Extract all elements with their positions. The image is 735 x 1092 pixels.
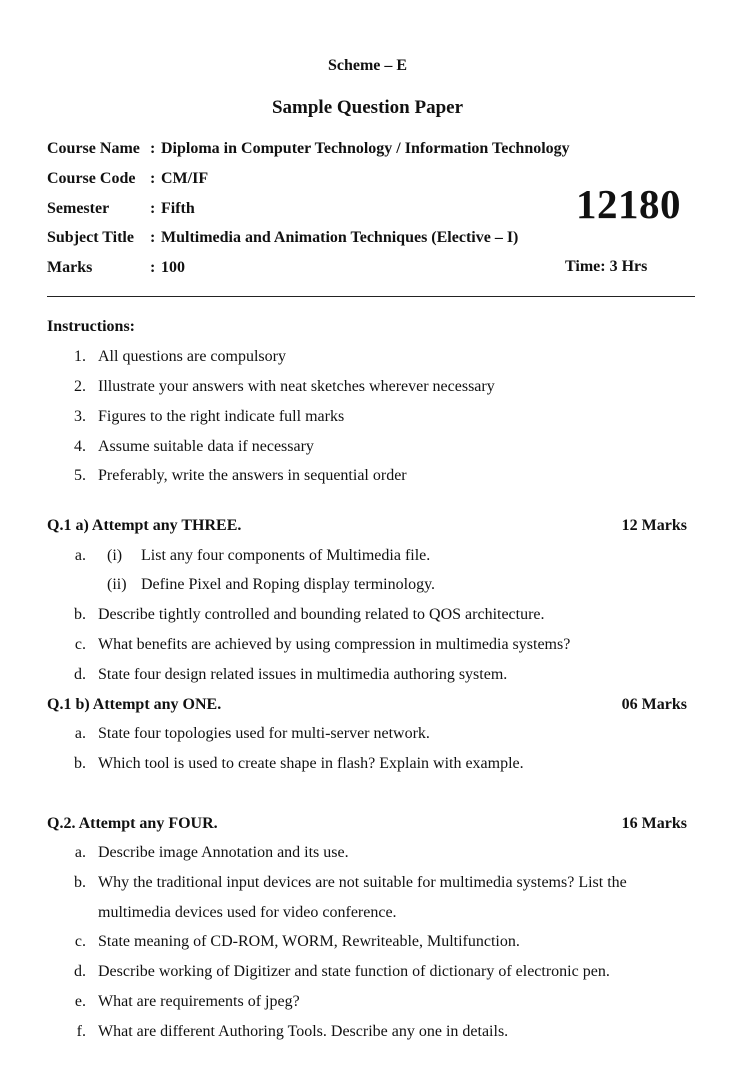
question-label: e.: [74, 993, 86, 1010]
q2-heading: Q.2. Attempt any FOUR.: [47, 815, 218, 832]
semester-colon: :: [150, 200, 156, 217]
instruction-number: 4.: [74, 438, 86, 455]
marks-label: Marks: [47, 259, 93, 276]
paper-code: 12180: [576, 181, 681, 227]
subject-title-colon: :: [150, 229, 156, 246]
course-code-value: CM/IF: [161, 170, 209, 187]
instructions-heading: Instructions:: [47, 318, 136, 335]
question-text: Describe tightly controlled and bounding related to QOS architecture.: [98, 606, 545, 623]
question-label: a.: [74, 844, 86, 861]
time-label: Time: 3 Hrs: [565, 258, 648, 275]
question-label: b.: [74, 755, 86, 772]
instruction-number: 3.: [74, 408, 86, 425]
instruction-text: Illustrate your answers with neat sketches wherever necessary: [98, 378, 495, 395]
course-name-label: Course Name: [47, 140, 140, 157]
page-title: Sample Question Paper: [271, 97, 464, 118]
instruction-number: 2.: [74, 378, 86, 395]
question-label: f.: [76, 1023, 86, 1040]
question-label: c.: [74, 933, 86, 950]
question-text: List any four components of Multimedia file.: [141, 547, 431, 564]
question-label: a.: [74, 547, 86, 564]
question-text: What are different Authoring Tools. Describe any one in details.: [98, 1023, 509, 1040]
instruction-text: Figures to the right indicate full marks: [98, 408, 345, 425]
question-label: c.: [74, 636, 86, 653]
q1a-heading: Q.1 a) Attempt any THREE.: [47, 517, 242, 534]
q1a-marks: 12 Marks: [621, 517, 687, 534]
question-label: d.: [74, 963, 86, 980]
course-name-colon: :: [150, 140, 156, 157]
question-text-continued: multimedia devices used for video conference.: [98, 904, 397, 921]
question-text: State four topologies used for multi-server network.: [98, 725, 430, 742]
question-text: Define Pixel and Roping display terminology.: [141, 576, 436, 593]
question-text: Describe working of Digitizer and state function of dictionary of electronic pen.: [98, 963, 610, 980]
header-divider: [47, 296, 695, 297]
instruction-text: Assume suitable data if necessary: [98, 438, 314, 455]
sub-question-number: (ii): [107, 576, 127, 593]
q1b-marks: 06 Marks: [621, 696, 687, 713]
instruction-text: Preferably, write the answers in sequential order: [98, 467, 407, 484]
question-text: State four design related issues in multimedia authoring system.: [98, 666, 508, 683]
marks-value: 100: [161, 259, 185, 276]
question-text: State meaning of CD-ROM, WORM, Rewriteable, Multifunction.: [98, 933, 520, 950]
question-text: Describe image Annotation and its use.: [98, 844, 349, 861]
course-code-colon: :: [150, 170, 156, 187]
instruction-text: All questions are compulsory: [98, 348, 286, 365]
semester-value: Fifth: [161, 200, 195, 217]
q1b-heading: Q.1 b) Attempt any ONE.: [47, 696, 222, 713]
marks-colon: :: [150, 259, 156, 276]
question-label: b.: [74, 606, 86, 623]
course-code-label: Course Code: [47, 170, 136, 187]
question-label: a.: [74, 725, 86, 742]
instruction-number: 5.: [74, 467, 86, 484]
course-name-value: Diploma in Computer Technology / Information Technology: [161, 140, 570, 157]
sub-question-number: (i): [107, 547, 123, 564]
question-label: d.: [74, 666, 86, 683]
subject-title-value: Multimedia and Animation Techniques (Elective – I): [161, 229, 519, 246]
question-text: Which tool is used to create shape in flash? Explain with example.: [98, 755, 524, 772]
question-text: What are requirements of jpeg?: [98, 993, 300, 1010]
question-label: b.: [74, 874, 86, 891]
instruction-number: 1.: [74, 348, 86, 365]
semester-label: Semester: [47, 200, 110, 217]
scheme-label: Scheme – E: [327, 57, 408, 74]
q2-marks: 16 Marks: [621, 815, 687, 832]
question-text: Why the traditional input devices are not suitable for multimedia systems? List the: [98, 874, 627, 891]
question-text: What benefits are achieved by using compression in multimedia systems?: [98, 636, 571, 653]
subject-title-label: Subject Title: [47, 229, 134, 246]
